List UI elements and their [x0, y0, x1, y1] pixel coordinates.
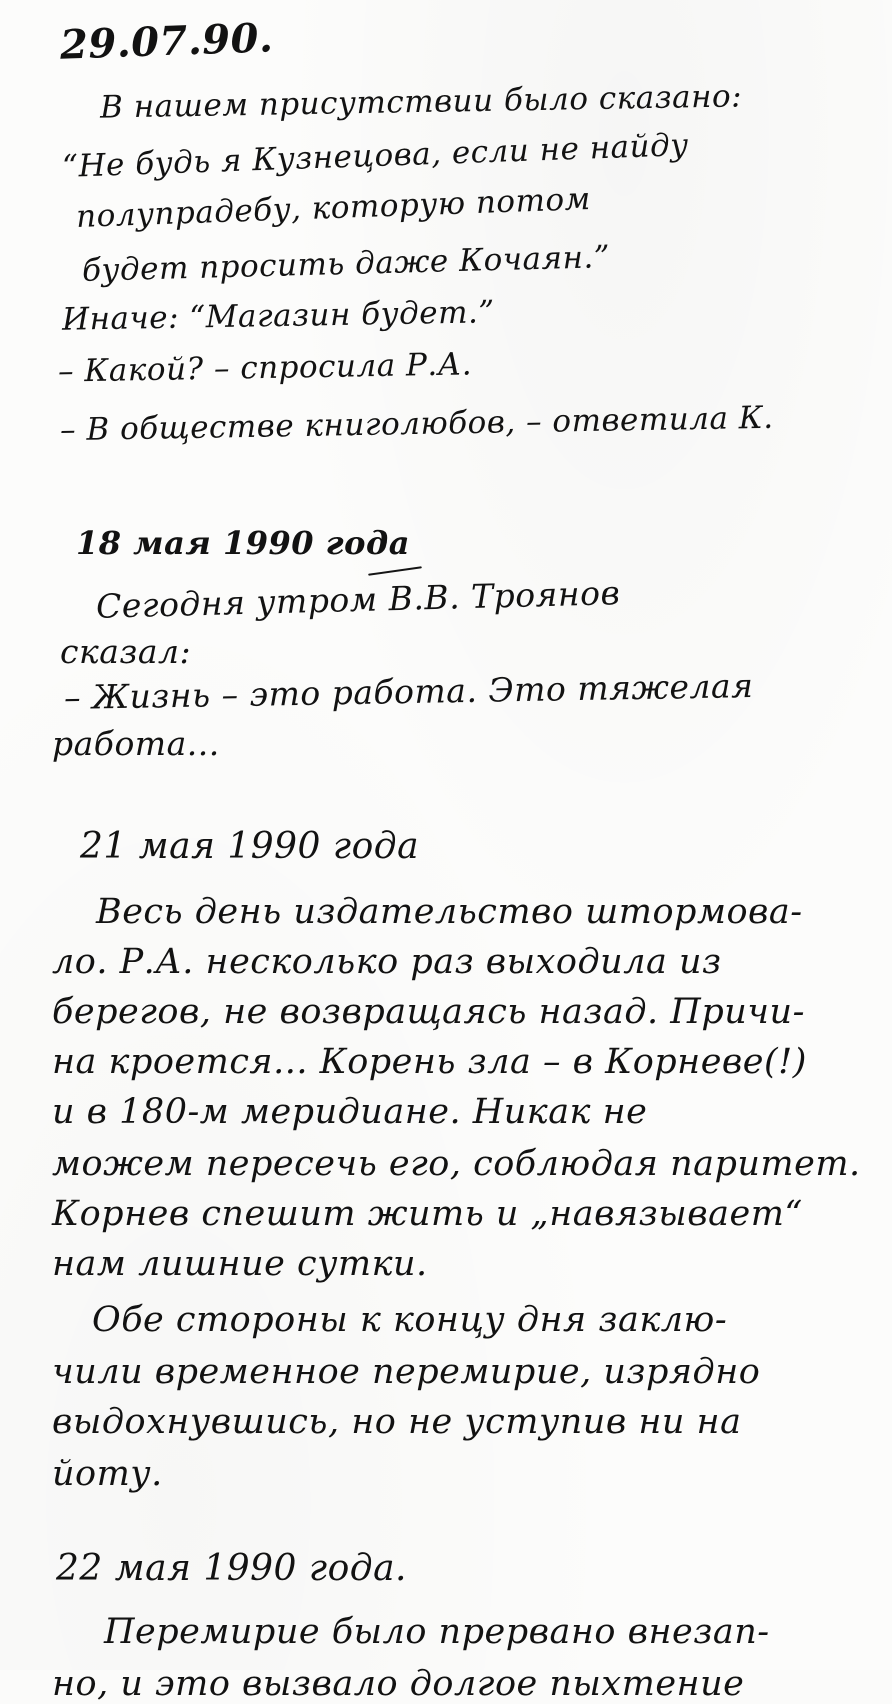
entry-date: 21 мая 1990 года [80, 826, 420, 867]
entry-line: Перемирие было прервано внезап- [104, 1612, 770, 1652]
entry-line: работа... [52, 724, 220, 763]
entry-line: – Какой? – спросила Р.А. [57, 346, 473, 390]
entry-line: и в 180-м меридиане. Никак не [52, 1092, 648, 1132]
entry-line: Иначе: “Магазин будет.” [61, 294, 496, 338]
entry-line: нам лишние сутки. [52, 1244, 428, 1284]
entry-line: – В обществе книголюбов, – ответила К. [59, 399, 774, 449]
entry-line: берегов, не возвращаясь назад. Причи- [52, 992, 805, 1032]
entry-line: Сегодня утром В.В. Троянов [95, 573, 621, 626]
entry-line: сказал: [60, 632, 192, 671]
entry-line: будет просить даже Кочаян.” [81, 239, 611, 289]
entry-date: 29.07.90. [59, 14, 275, 69]
entry-line: Корнев спешит жить и „навязывает“ [52, 1194, 803, 1234]
entry-line: но, и это вызвало долгое пыхтение [52, 1664, 745, 1704]
entry-line: на кроется... Корень зла – в Корневе(!) [52, 1042, 807, 1082]
entry-line: выдохнувшись, но не уступив ни на [52, 1402, 742, 1442]
entry-line: ло. Р.А. несколько раз выходила из [52, 942, 722, 982]
entry-date: 18 мая 1990 года [76, 524, 410, 562]
entry-line: “Не будь я Кузнецова, если не найду [61, 127, 690, 185]
entry-line: Весь день издательство штормова- [96, 892, 803, 932]
entry-line: йоту. [52, 1454, 163, 1494]
entry-line: полупрадебу, которую потом [75, 181, 592, 235]
entry-line: – Жизнь – это работа. Это тяжелая [63, 665, 754, 718]
entry-line: чили временное перемирие, изрядно [52, 1352, 761, 1392]
entry-line: В нашем присутствии было сказано: [99, 78, 743, 126]
entry-date: 22 мая 1990 года. [56, 1548, 407, 1589]
entry-line: можем пересечь его, соблюдая паритет. [52, 1144, 861, 1184]
date-underline [368, 566, 422, 575]
entry-line: Обе стороны к концу дня заклю- [92, 1300, 728, 1340]
